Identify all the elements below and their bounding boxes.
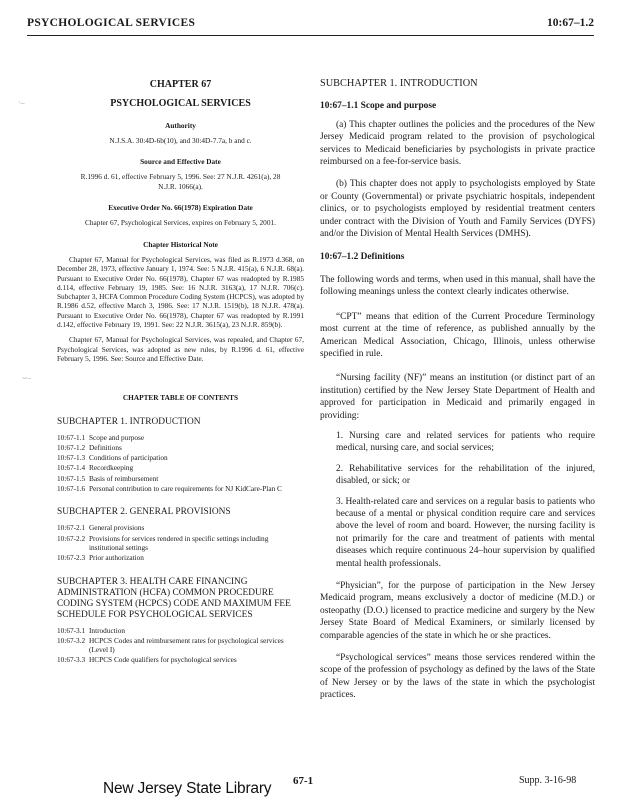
page-number: 67-1 bbox=[293, 775, 314, 787]
historical-note-para-1: Chapter 67, Manual for Psychological Services, was filed as R.1973 d.368, on December 28, 1973, effective January 1, 1974. See: 5 N.J.R. 415(a), 6 N.J.R. 68(a). Pursuant to Executive Order No. 66(1978), Chapter 67 was readopted by R.1985 d.114, effective February 19, 1985. See: 16 N.J.R. 3163(a), 17 N.J.R. 706(c). Subchapter 3, HCFA Common Procedure Coding System (HCPCS), was adopted by R.1986 d.52, effective March 3, 1986. See: 17 N.J.R. 1519(b), 18 N.J.R. 478(a). Pursuant to Executive Order No. 66(1978), Chapter 67 was readopted by R.1991 d.142, effective February 19, 1991. See: 22 N.J.R. 3615(a), 23 N.J.R. 859(b). bbox=[57, 254, 304, 330]
definition-physician: “Physician”, for the purpose of participation in the New Jersey Medicaid program, means exclusively a doctor of medicine (M.D.) or osteopathy (D.O.) licensed to practice medicine and surgery by the New Jersey State Board of Medical Examiners, or similarly licensed by comparable agencies of the state in which he or she practices. bbox=[320, 581, 595, 641]
toc-list-1 bbox=[57, 433, 304, 494]
toc-heading: CHAPTER TABLE OF CONTENTS bbox=[122, 393, 239, 403]
scope-para-b: (b) This chapter does not apply to psychologists employed by State or County (Governmental) or private psychiatric hospitals, independent clinics, or to psychologists employed by residential treatment centers under contract with the Division of Youth and Family Services (DYFS) and/or the Division of Mental Health Services (DMHS). bbox=[320, 179, 595, 240]
toc-list-3 bbox=[57, 626, 304, 665]
definition-psychological-services: “Psychological services” means those services rendered within the scope of the profession of psychology as defined by the laws of the State of New Jersey or by the laws of the state in which the psychologist practices. bbox=[320, 653, 595, 701]
definition-nursing-facility: “Nursing facility (NF)” means an institution (or distinct part of an institution) certified by the New Jersey State Department of Health and approved for participation in Medicaid and primarily engaged in providing: bbox=[320, 373, 595, 421]
toc-subchapter-3: SUBCHAPTER 3. HEALTH CARE FINANCING ADMINISTRATION (HCFA) COMMON PROCEDURE CODING SYSTEM (HCPCS) CODE AND MAXIMUM FEE SCHEDULE FOR PSYCHOLOGICAL SERVICES bbox=[57, 576, 291, 620]
toc-item: 10:67-1.5 Basis of reimbursement bbox=[57, 473, 159, 483]
running-header-title: PSYCHOLOGICAL SERVICES bbox=[27, 17, 196, 29]
historical-note-heading: Chapter Historical Note bbox=[143, 239, 218, 249]
chapter-number: CHAPTER 67 bbox=[149, 79, 212, 90]
toc-item: 10:67-3.2 HCPCS Codes and reimbursement rates for psychological services (Level I) bbox=[57, 635, 284, 655]
toc-item: 10:67-2.1 General provisions bbox=[57, 523, 145, 533]
toc-subchapter-2: SUBCHAPTER 2. GENERAL PROVISIONS bbox=[57, 507, 231, 518]
toc-item: 10:67-1.1 Scope and purpose bbox=[57, 432, 145, 442]
toc-item: 10:67-1.4 Recordkeeping bbox=[57, 463, 134, 473]
toc-item: 10:67-2.2 Provisions for services rendered in specific settings including institutional settings bbox=[57, 533, 269, 552]
authority-text: N.J.S.A. 30:4D-6b(10), and 30:4D-7.7a, b and c. bbox=[109, 135, 252, 145]
header-rule bbox=[27, 35, 594, 36]
running-header-section: 10:67–1.2 bbox=[547, 17, 594, 29]
definition-cpt: “CPT” means that edition of the Current Procedure Terminology most current at the time of reference, as published annually by the American Medical Association, Chicago, Illinois, unless otherwise specified in rule. bbox=[320, 311, 595, 359]
subchapter-heading: SUBCHAPTER 1. INTRODUCTION bbox=[320, 78, 478, 89]
toc-item: 10:67-1.6 Personal contribution to care requirements for NJ KidCare-Plan C bbox=[57, 484, 282, 494]
left-column bbox=[57, 54, 304, 665]
toc-item: 10:67-3.3 HCPCS Code qualifiers for psychological services bbox=[57, 655, 237, 665]
source-heading: Source and Effective Date bbox=[140, 157, 221, 167]
chapter-title: PSYCHOLOGICAL SERVICES bbox=[110, 98, 251, 110]
scope-para-a: (a) This chapter outlines the policies and the procedures of the New Jersey Medicaid program related to the provision of psychological services to Medicaid beneficiaries by psychologists in private practice reimbursed on a fee-for-service basis. bbox=[320, 119, 595, 168]
margin-mark: ·– bbox=[18, 98, 25, 107]
toc-list-2 bbox=[57, 523, 304, 562]
nf-list-item: 1. Nursing care and related services for patients who require medical, nursing care, and social services; bbox=[336, 430, 595, 454]
toc-item: 10:67-2.3 Prior authorization bbox=[57, 553, 144, 563]
supplement-date: Supp. 3-16-98 bbox=[519, 775, 577, 786]
exec-order-heading: Executive Order No. 66(1978) Expiration Date bbox=[108, 203, 253, 213]
toc-item: 10:67-1.3 Conditions of participation bbox=[57, 453, 168, 463]
toc-item: 10:67-1.2 Definitions bbox=[57, 442, 122, 452]
definitions-intro: The following words and terms, when used in this manual, shall have the following meanings unless the context clearly indicates otherwise. bbox=[320, 274, 595, 298]
source-text: R.1996 d. 61, effective February 5, 1996. See: 27 N.J.R. 4261(a), 28 N.J.R. 1066(a). bbox=[80, 172, 281, 191]
toc-subchapter-1: SUBCHAPTER 1. INTRODUCTION bbox=[57, 416, 201, 427]
exec-order-text: Chapter 67, Psychological Services, expires on February 5, 2001. bbox=[85, 218, 276, 228]
nf-list-item: 2. Rehabilitative services for the rehabilitation of the injured, disabled, or sick; or bbox=[336, 463, 595, 487]
section-heading-scope: 10:67–1.1 Scope and purpose bbox=[320, 101, 437, 112]
right-column bbox=[320, 54, 595, 702]
authority-heading: Authority bbox=[165, 120, 196, 130]
section-heading-definitions: 10:67–1.2 Definitions bbox=[320, 252, 405, 263]
toc-item: 10:67-3.1 Introduction bbox=[57, 625, 126, 635]
historical-note-para-2: Chapter 67, Manual for Psychological Services, was repealed, and Chapter 67, Psychological Services, was adopted as new rules, by R.1996 d. 61, effective February 5, 1996. See: Source and Effective Date. bbox=[57, 335, 304, 363]
nf-list-item: 3. Health-related care and services on a regular basis to patients who because of a mental or physical condition require care and services above the level of room and board. However, the nursing facility is not primarily for the care and treatment of patients with mental diseases which require continuous 24–hour supervision by qualified mental health professionals. bbox=[336, 496, 595, 569]
margin-mark: ⌣– bbox=[22, 373, 32, 382]
nf-list bbox=[320, 430, 595, 570]
library-stamp: New Jersey State Library bbox=[103, 780, 272, 797]
